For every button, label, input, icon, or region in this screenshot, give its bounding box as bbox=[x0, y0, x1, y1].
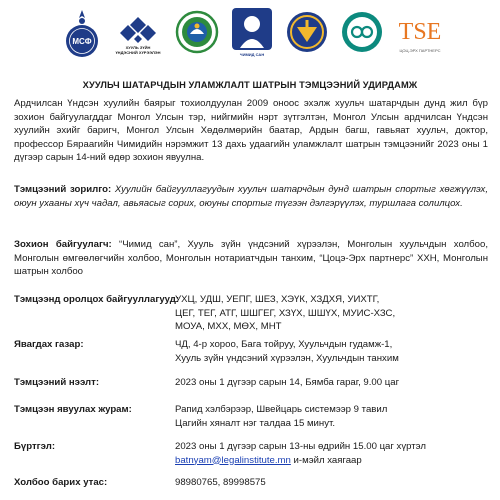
contact-value bbox=[175, 476, 491, 490]
intro-paragraph: Ардчилсан Үндсэн хуулийн баярыг тохиолдуулан 2009 оноос эхэлж хуульч шатарчдын дунд жил бүр зохион байгуулагддаг Монгол Улсын тэр, нийгмийн нэрт зүтгэлтэн, Монгол Улсын ардчилсан Үндсэн хуулийн эхийг баригч, Монгол Улсын Хөдөлмөрийн баатар, Ардын багш, гавьяат хуульч, доктор, профессор Бяраагийн Чимидийн нэрэмжит 13 дахь удаагийн уламжлалт шатрын тэмцээнийг 2023 оны 1 дүгээр сарын 14-ний өдөр зохион явуулна. bbox=[14, 98, 488, 163]
venue-label: Явагдах газар: bbox=[14, 339, 84, 350]
registration-email-link[interactable]: batnyam@legalinstitute.mn bbox=[175, 454, 291, 466]
opening-line: 2023 оны 1 дүгээр сарын 14, Бямба гараг, 9.00 цаг bbox=[175, 377, 400, 388]
green-emblem-logo bbox=[175, 10, 219, 54]
organizers-label: Зохион байгуулагч: bbox=[14, 239, 112, 250]
svg-text:МCФ: МCФ bbox=[72, 37, 92, 46]
participants-line: ЦЕГ, ТЕГ, АТГ, ШШГЕГ, ХЗҮХ, ШШҮХ, МУИС-ХЗС, bbox=[175, 307, 396, 319]
law-institute-caption-1: ХУУЛЬ ЗҮЙН bbox=[125, 45, 151, 50]
registration-email-suffix: и-мэйл хаягаар bbox=[290, 454, 362, 466]
rules-line: Рапид хэлбэрээр, Швейцарь системээр 9 тавил bbox=[175, 404, 388, 415]
rules-label: Тэмцээн явуулах журам: bbox=[14, 404, 132, 415]
logo-strip bbox=[0, 0, 500, 68]
page-title: ХУУЛЬЧ ШАТАРЧДЫН УЛАМЖЛАЛТ ШАТРЫН ТЭМЦЭЭНИЙ УДИРДАМЖ bbox=[82, 80, 418, 90]
organizers-text: “Чимид сан”, Хууль зүйн үндсэний хүрээлэн, Монголын хуульчдын холбоо, Монголын өмгөөлөгчийн холбоо, Монголын нотариатчдын танхим, “Цоцэ-Эрх партнерс” ХХН, Монголын шатрын холбоо bbox=[14, 239, 488, 277]
rules-value bbox=[175, 403, 491, 430]
goal-label: Тэмцээний зорилго: bbox=[14, 184, 112, 195]
registration-line: 2023 оны 1 дүгээр сарын 13-ны өдрийн 15.00 цаг хүртэл bbox=[175, 441, 426, 452]
opening-value bbox=[175, 376, 491, 390]
organizers-paragraph bbox=[14, 238, 488, 279]
rules-line: Цагийн хяналт нэг талдаа 15 минут. bbox=[175, 417, 336, 429]
opening-label: Тэмцээний нээлт: bbox=[14, 377, 100, 388]
law-institute-logo bbox=[116, 15, 160, 63]
registration-email-line bbox=[175, 454, 491, 468]
registration-label: Бүртгэл: bbox=[14, 441, 56, 452]
participants-line: УХЦ, УДШ, УЕПГ, ШЕЗ, ХЭҮК, ХЗДХЯ, УИХТГ, bbox=[175, 294, 380, 305]
teal-emblem-logo bbox=[340, 10, 384, 54]
law-institute-caption-2: ҮНДЭСНИЙ ХҮРЭЭЛЭН bbox=[115, 50, 161, 55]
chimid-caption: ЧИМИД САН bbox=[239, 52, 265, 57]
contact-label: Холбоо барих утас: bbox=[14, 477, 108, 488]
chimid-foundation-logo bbox=[232, 8, 272, 64]
venue-line: ЧД, 4-р хороо, Бага тойруу, Хуульчдын гудамж-1, bbox=[175, 339, 393, 350]
mcf-logo bbox=[63, 8, 101, 60]
tsots-partners-logo bbox=[398, 12, 442, 58]
venue-line: Хууль зүйн үндсэний хүрээлэн, Хуульчдын танхим bbox=[175, 352, 399, 364]
tsots-caption: ЦОЦ-ЭРХ ПАРТНЕРС bbox=[399, 48, 441, 53]
scales-emblem-logo bbox=[285, 10, 329, 54]
contact-phone: 98980765, 89998575 bbox=[175, 477, 266, 488]
venue-value bbox=[175, 338, 491, 365]
svg-text:TSE: TSE bbox=[398, 19, 442, 45]
registration-value bbox=[175, 440, 491, 467]
participants-value bbox=[175, 293, 491, 334]
goal-text: Хуулийн байгууллагуудын хуульч шатарчдын дунд шатрын спортыг хөгжүүлэх, оюун ухааны хүч чадал, авьяасыг сорих, оюуны спортыг түгээн дэлгэрүүлэх, туршлага солилцох. bbox=[14, 184, 488, 209]
participants-line: МОУА, МХХ, МӨХ, МНТ bbox=[175, 321, 282, 332]
goal-paragraph bbox=[14, 183, 488, 210]
participants-label: Тэмцээнд оролцох байгууллагууд: bbox=[14, 294, 180, 305]
